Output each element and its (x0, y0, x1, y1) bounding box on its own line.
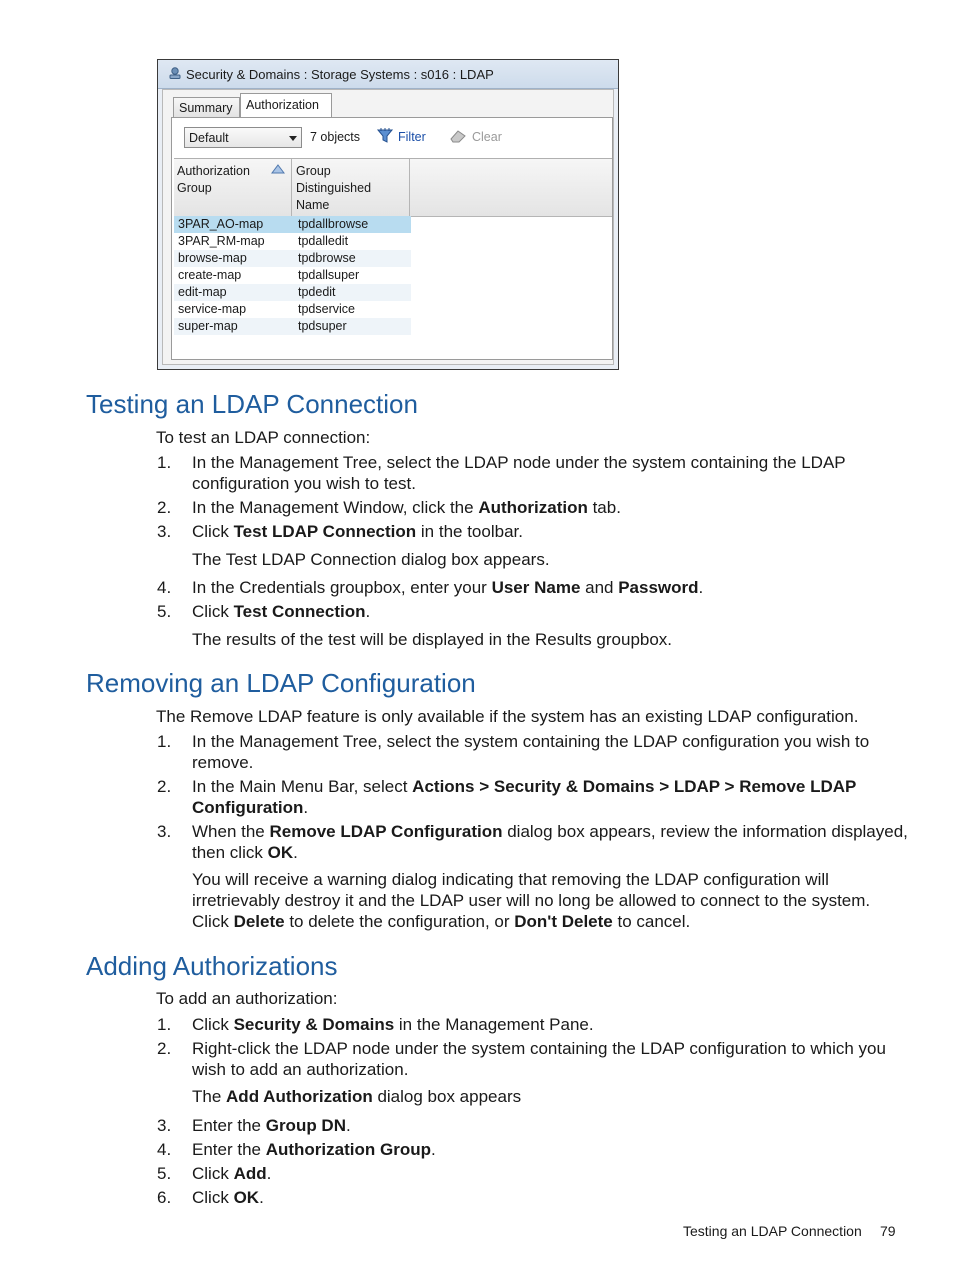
table-header (174, 159, 612, 217)
tab-summary[interactable]: Summary (173, 97, 240, 117)
table-row[interactable] (174, 301, 411, 318)
step-text: In the Credentials groupbox, enter your User Name and Password. (192, 578, 704, 597)
step-number: 1. (157, 1015, 172, 1034)
step-number: 5. (157, 602, 172, 621)
cell-group: 3PAR_RM-map (178, 234, 265, 248)
table-row[interactable] (174, 284, 411, 301)
main-panel (162, 89, 614, 365)
footer-section-title: Testing an LDAP Connection (683, 1223, 862, 1239)
filter-label: Filter (398, 130, 426, 144)
step-text: In the Management Tree, select the system containing the LDAP configuration you wish to (192, 732, 870, 751)
page-number: 79 (880, 1223, 896, 1239)
step-text: When the Remove LDAP Configuration dialog box appears, review the information displayed, (192, 822, 908, 841)
cell-dn: tpdalledit (298, 234, 349, 248)
step-note: The results of the test will be displayed in the Results groupbox. (192, 630, 673, 649)
step-text: Click Add. (192, 1164, 272, 1183)
header-line: Distinguished (296, 181, 372, 195)
section-heading-testing: Testing an LDAP Connection (86, 389, 418, 419)
step-text: In the Management Tree, select the LDAP node under the system containing the LDAP (192, 453, 846, 472)
step-number: 1. (157, 732, 172, 751)
step-text: configuration you wish to test. (192, 474, 416, 493)
step-text: Click OK. (192, 1188, 264, 1207)
cell-group: service-map (178, 302, 247, 316)
step-note: Click Delete to delete the configuration, or Don't Delete to cancel. (192, 912, 691, 931)
authorization-tab-body (171, 117, 613, 360)
testing-intro: To test an LDAP connection: (156, 428, 371, 447)
step-text: Enter the Group DN. (192, 1116, 351, 1135)
step-number: 4. (157, 1140, 172, 1159)
cell-dn: tpdallsuper (298, 268, 360, 282)
step-text: Click Test LDAP Connection in the toolbar. (192, 522, 523, 541)
step-text: Configuration. (192, 798, 309, 817)
section-heading-adding: Adding Authorizations (86, 951, 338, 981)
step-text: In the Management Window, click the Authorization tab. (192, 498, 621, 517)
clear-label: Clear (472, 130, 502, 144)
step-number: 1. (157, 453, 172, 472)
header-line: Authorization (177, 164, 250, 178)
cell-dn: tpdsuper (298, 319, 347, 333)
table-row[interactable] (174, 318, 411, 335)
table-row[interactable] (174, 233, 411, 250)
step-note: irretrievably destroy it and the LDAP user will no long be allowed to connect to the system. (192, 891, 871, 910)
table-row[interactable] (174, 267, 411, 284)
cell-dn: tpdservice (298, 302, 355, 316)
tab-authorization[interactable]: Authorization (240, 93, 332, 118)
step-number: 3. (157, 1116, 172, 1135)
object-count: 7 objects (310, 130, 361, 144)
step-number: 3. (157, 822, 172, 841)
table-row[interactable] (174, 216, 411, 233)
toolbar (172, 118, 612, 158)
step-text: Click Test Connection. (192, 602, 371, 621)
step-text: remove. (192, 753, 254, 772)
step-number: 4. (157, 578, 172, 597)
header-line: Name (296, 198, 330, 212)
step-text: Enter the Authorization Group. (192, 1140, 436, 1159)
step-note: The Test LDAP Connection dialog box appears. (192, 550, 550, 569)
step-number: 6. (157, 1188, 172, 1207)
window-titlebar (158, 60, 618, 89)
column-header-authorization-group[interactable] (174, 159, 292, 216)
cell-group: edit-map (178, 285, 227, 299)
window-title: Security & Domains : Storage Systems : s016 : LDAP (186, 67, 494, 82)
filter-select[interactable] (184, 127, 302, 148)
sort-ascending-icon (271, 164, 285, 174)
cell-group: create-map (178, 268, 242, 282)
cell-dn: tpdbrowse (298, 251, 356, 265)
filter-icon (376, 127, 394, 145)
step-text: Click Security & Domains in the Management Pane. (192, 1015, 594, 1034)
step-number: 2. (157, 1039, 172, 1058)
step-number: 2. (157, 498, 172, 517)
filter-select-value: Default (189, 131, 229, 145)
adding-intro: To add an authorization: (156, 989, 338, 1008)
table-row[interactable] (174, 250, 411, 267)
table-body (174, 216, 411, 335)
cell-group: super-map (178, 319, 238, 333)
cell-dn: tpdallbrowse (298, 217, 369, 231)
section-heading-removing: Removing an LDAP Configuration (86, 668, 476, 698)
header-line: Group (177, 181, 212, 195)
step-text: wish to add an authorization. (192, 1060, 409, 1079)
step-number: 3. (157, 522, 172, 541)
chevron-down-icon (289, 136, 297, 141)
step-number: 2. (157, 777, 172, 796)
cell-dn: tpdedit (298, 285, 336, 299)
column-header-group-dn[interactable] (293, 159, 410, 216)
step-text: In the Main Menu Bar, select Actions > Security & Domains > LDAP > Remove LDAP (192, 777, 857, 796)
step-text: Right-click the LDAP node under the system containing the LDAP configuration to which you (192, 1039, 886, 1058)
step-note: The Add Authorization dialog box appears (192, 1087, 522, 1106)
eraser-icon (448, 127, 468, 145)
step-number: 5. (157, 1164, 172, 1183)
step-note: You will receive a warning dialog indicating that removing the LDAP configuration will (192, 870, 829, 889)
cell-group: 3PAR_AO-map (178, 217, 264, 231)
removing-intro: The Remove LDAP feature is only available if the system has an existing LDAP configuration. (156, 707, 859, 726)
header-line: Group (296, 164, 331, 178)
ldap-screenshot (157, 59, 619, 370)
step-text: then click OK. (192, 843, 298, 862)
cell-group: browse-map (178, 251, 247, 265)
authorization-table (174, 158, 612, 359)
domain-icon (168, 66, 182, 80)
